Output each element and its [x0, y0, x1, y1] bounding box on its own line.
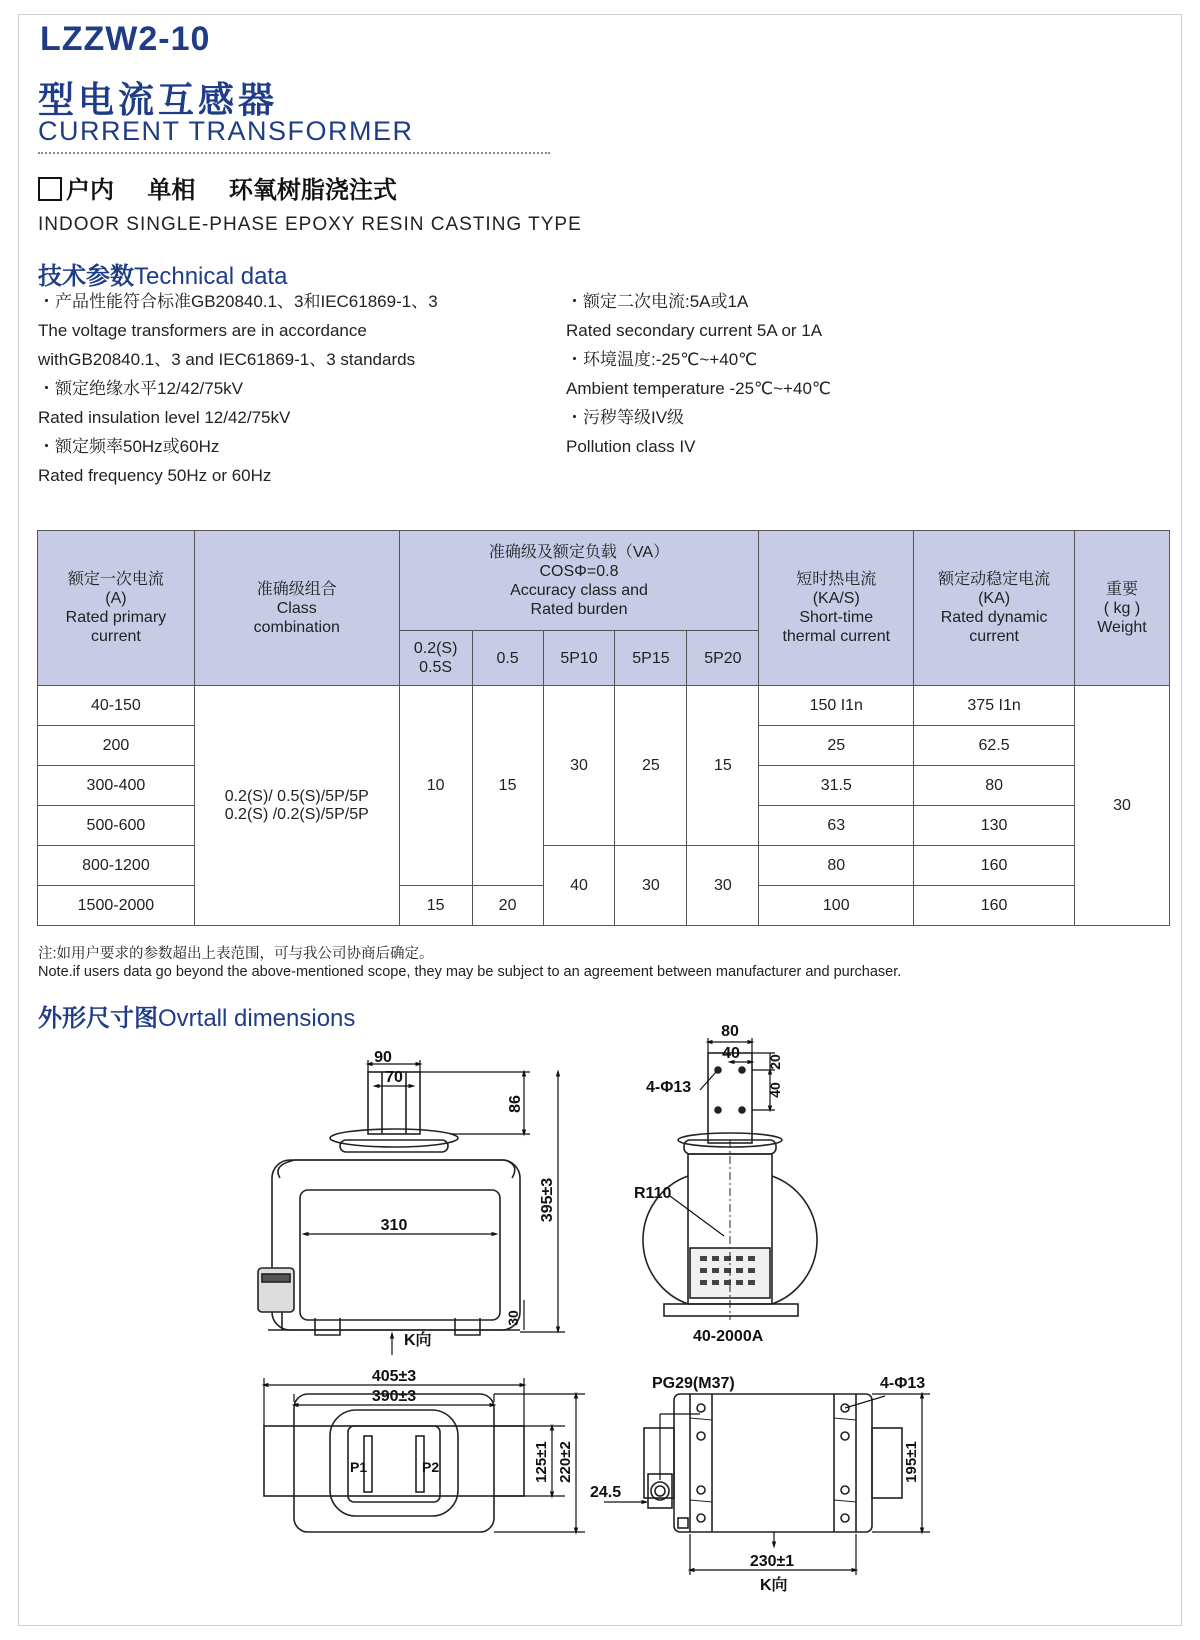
bottom-holes-label: 4-Φ13 — [880, 1375, 926, 1392]
dim-310: 310 — [380, 1217, 408, 1234]
cell-dynamic: 160 — [914, 846, 1075, 886]
pg-label: PG29(M37) — [652, 1375, 735, 1392]
radius-label: R110 — [634, 1185, 672, 1202]
bottom-view-drawing — [644, 1394, 902, 1532]
spec-line: ・额定频率50Hz或60Hz — [38, 437, 220, 456]
dim-40-side: 40 — [767, 1082, 783, 1098]
dim-70: 70 — [385, 1069, 403, 1086]
holes-label: 4-Φ13 — [646, 1079, 692, 1096]
dim-390: 390±3 — [371, 1388, 417, 1405]
dim-80: 80 — [721, 1023, 739, 1040]
cell-burden-05: 20 — [472, 886, 543, 926]
dim-395: 395±3 — [539, 1177, 556, 1223]
spec-line: withGB20840.1、3 and IEC61869-1、3 standards — [38, 350, 416, 369]
spec-line: ・额定绝缘水平12/42/75kV — [38, 379, 244, 398]
cell-burden-02s: 10 — [399, 686, 472, 886]
cell-burden-05: 15 — [472, 686, 543, 886]
cell-burden-5p15: 30 — [615, 846, 687, 926]
cell-primary: 200 — [38, 726, 195, 766]
dim-86: 86 — [507, 1095, 524, 1113]
cell-dynamic: 130 — [914, 806, 1075, 846]
header-combination: 准确级组合 Class combination — [194, 531, 399, 686]
cell-burden-5p15: 25 — [615, 686, 687, 846]
dim-40-top: 40 — [722, 1045, 740, 1062]
dim-230: 230±1 — [749, 1553, 795, 1570]
spec-line: ・额定二次电流:5A或1A — [566, 292, 749, 311]
subtitle-cn: 户内 单相 环氧树脂浇注式 — [38, 170, 397, 205]
technical-heading: 技术参数Technical data — [38, 262, 288, 290]
cell-primary: 40-150 — [38, 686, 195, 726]
spec-line: Pollution class IV — [566, 437, 696, 456]
model-number: LZZW2-10 — [40, 20, 211, 58]
note-cn: 注:如用户要求的参数超出上表范围，可与我公司协商后确定。 — [38, 946, 434, 962]
dim-220: 220±2 — [557, 1441, 574, 1483]
header-class-5p15: 5P15 — [615, 631, 687, 686]
header-weight: 重要 ( kg ) Weight — [1075, 531, 1170, 686]
bottom-k-view-label: K向 — [760, 1577, 788, 1594]
terminal-p2: P2 — [422, 1459, 440, 1475]
dim-195: 195±1 — [903, 1441, 920, 1483]
cell-burden-5p10: 40 — [543, 846, 615, 926]
terminal-p1: P1 — [350, 1459, 368, 1475]
header-class-02s: 0.2(S) 0.5S — [399, 631, 472, 686]
header-primary: 额定一次电流 (A) Rated primary current — [38, 531, 195, 686]
top-view-drawing — [264, 1394, 524, 1532]
spec-line: Rated insulation level 12/42/75kV — [38, 408, 291, 427]
title-en: CURRENT TRANSFORMER — [38, 116, 414, 146]
dim-90: 90 — [374, 1049, 392, 1066]
cell-dynamic: 375 I1n — [914, 686, 1075, 726]
cell-primary: 300-400 — [38, 766, 195, 806]
cell-dynamic: 160 — [914, 886, 1075, 926]
dim-24-5: 24.5 — [590, 1484, 622, 1501]
cell-primary: 500-600 — [38, 806, 195, 846]
spec-line: The voltage transformers are in accordance — [38, 321, 367, 340]
front-view-drawing — [258, 1072, 520, 1335]
dimensions-heading: 外形尺寸图Ovrtall dimensions — [38, 1004, 356, 1032]
cell-thermal: 31.5 — [759, 766, 914, 806]
k-view-label: K向 — [404, 1332, 432, 1349]
cell-burden-5p20: 15 — [687, 686, 759, 846]
header-class-5p20: 5P20 — [687, 631, 759, 686]
header-thermal: 短时热电流 (KA/S) Short-time thermal current — [759, 531, 914, 686]
title-cn: 型电流互感器 — [38, 80, 279, 121]
cell-thermal: 100 — [759, 886, 914, 926]
spec-line: ・产品性能符合标准GB20840.1、3和IEC61869-1、3 — [38, 292, 438, 311]
cell-dynamic: 62.5 — [914, 726, 1075, 766]
cell-primary: 1500-2000 — [38, 886, 195, 926]
spec-line: Rated frequency 50Hz or 60Hz — [38, 466, 272, 485]
subtitle-en: INDOOR SINGLE-PHASE EPOXY RESIN CASTING TYPE — [38, 214, 582, 235]
cell-burden-02s: 15 — [399, 886, 472, 926]
cell-burden-5p20: 30 — [687, 846, 759, 926]
spec-line: ・环境温度:-25℃~+40℃ — [566, 350, 758, 369]
spec-line: ・污秽等级IV级 — [566, 408, 685, 427]
header-dynamic: 额定动稳定电流 (KA) Rated dynamic current — [914, 531, 1075, 686]
dim-125: 125±1 — [533, 1441, 550, 1483]
dim-405: 405±3 — [371, 1368, 417, 1385]
front-view-dims — [305, 1060, 565, 1355]
header-class-5p10: 5P10 — [543, 631, 615, 686]
cell-combination: 0.2(S)/ 0.5(S)/5P/5P 0.2(S) /0.2(S)/5P/5P — [194, 686, 399, 926]
dim-30: 30 — [505, 1310, 521, 1326]
cell-thermal: 80 — [759, 846, 914, 886]
spec-line: Ambient temperature -25℃~+40℃ — [566, 379, 831, 398]
cell-dynamic: 80 — [914, 766, 1075, 806]
cell-primary: 800-1200 — [38, 846, 195, 886]
header-class-05: 0.5 — [472, 631, 543, 686]
header-accuracy: 准确级及额定负载（VA） COSΦ=0.8 Accuracy class and Rated burden — [399, 531, 759, 631]
range-label: 40-2000A — [693, 1328, 764, 1345]
note-en: Note.if users data go beyond the above-mentioned scope, they may be subject to an agreement between manufacturer and purchaser. — [38, 964, 902, 980]
cell-weight: 30 — [1075, 686, 1170, 926]
cell-burden-5p10: 30 — [543, 686, 615, 846]
cell-thermal: 63 — [759, 806, 914, 846]
spec-line: Rated secondary current 5A or 1A — [566, 321, 823, 340]
cell-thermal: 25 — [759, 726, 914, 766]
cell-thermal: 150 I1n — [759, 686, 914, 726]
dim-20: 20 — [767, 1054, 783, 1070]
